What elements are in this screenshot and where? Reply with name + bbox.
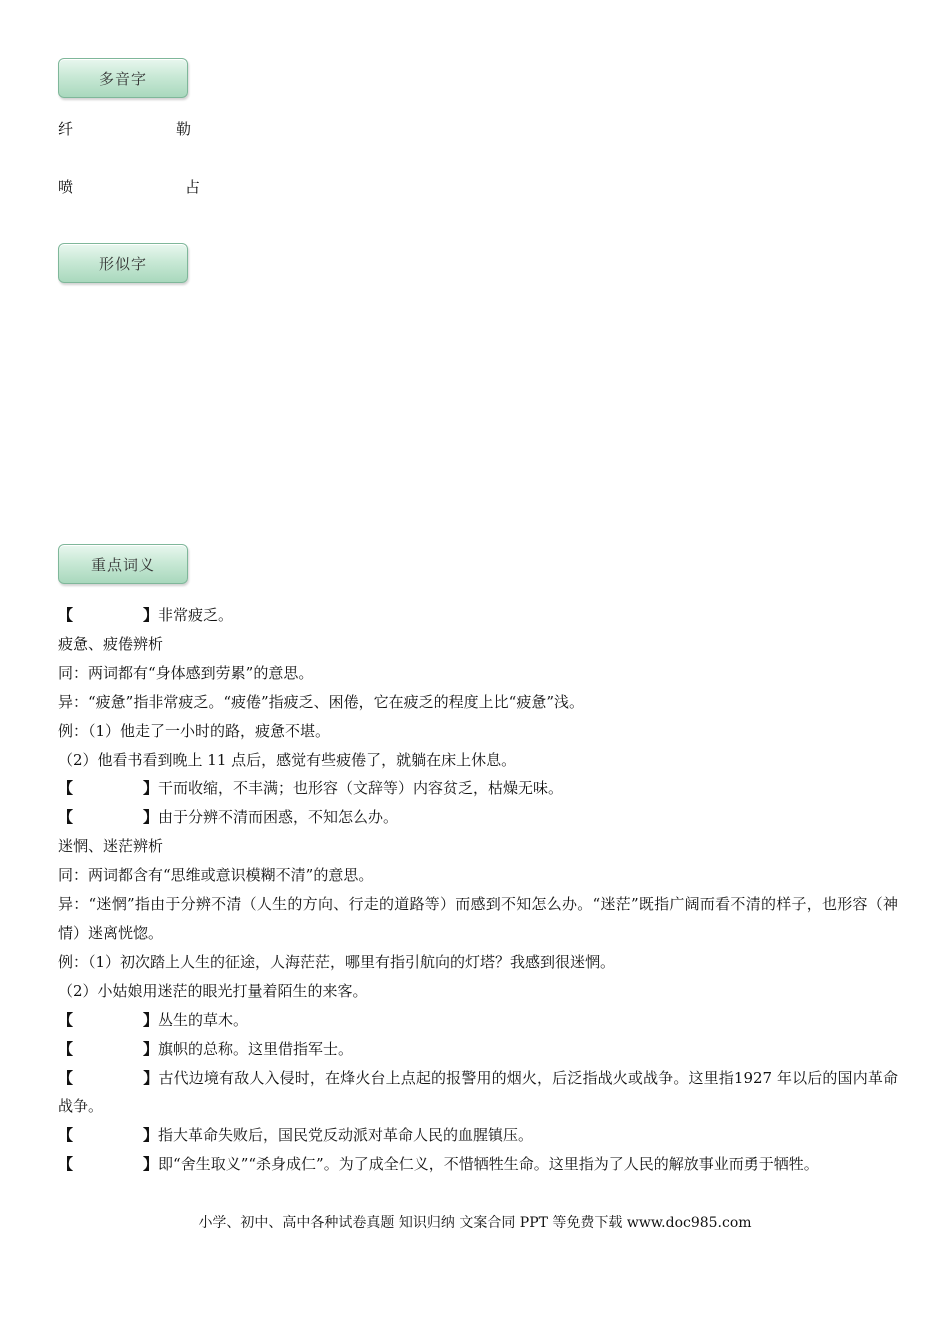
explanation-line — [58, 688, 898, 717]
bracket-close: 】 — [143, 606, 159, 624]
entry-text: 迷惘、迷茫辨析 — [58, 837, 164, 856]
entry-text: 异：“疲惫”指非常疲乏。“疲倦”指疲乏、困倦，它在疲乏的程度上比“疲惫”浅。 — [58, 692, 585, 711]
polyphone-char: 纤 — [58, 120, 74, 138]
explanation-line — [58, 717, 898, 746]
definition-entry — [58, 601, 898, 630]
bracket-open: 【 — [58, 779, 74, 798]
entry-text: 由于分辨不清而困惑，不知怎么办。 — [158, 808, 399, 827]
keyword-entries — [58, 601, 898, 1179]
definition-entry — [58, 1064, 898, 1122]
entry-text: 例：（1）他走了一小时的路，疲惫不堪。 — [58, 721, 331, 740]
entry-text: 古代边境有敌人入侵时，在烽火台上点起的报警用的烟火，后泛指战火或战争。这里指1927 年以后的国内革命战争。 — [58, 1068, 898, 1116]
explanation-line — [58, 977, 898, 1006]
bracket-open: 【 — [58, 1155, 74, 1174]
explanation-line — [58, 890, 898, 948]
blank-bracket — [58, 1040, 158, 1058]
entry-text: 异：“迷惘”指由于分辨不清（人生的方向、行走的道路等）而感到不知怎么办。“迷茫”既指广阔而看不清的样子，也形容（神情）迷离恍惚。 — [58, 895, 898, 942]
entry-text: 非常疲乏。 — [158, 606, 234, 624]
blank-bracket — [58, 808, 158, 826]
bracket-open: 【 — [58, 1126, 74, 1145]
bracket-close: 】 — [143, 808, 159, 827]
blank-bracket — [58, 1069, 158, 1087]
section-tag-polyphone: 多音字 — [58, 58, 188, 98]
explanation-line — [58, 746, 898, 775]
polyphone-char: 占 — [185, 178, 201, 196]
entry-text: （2）他看书看到晚上 11 点后，感觉有些疲倦了，就躺在床上休息。 — [58, 750, 517, 769]
blank-bracket — [58, 606, 158, 624]
explanation-line — [58, 832, 898, 861]
section-tag-similar: 形似字 — [58, 243, 188, 283]
bracket-close: 】 — [143, 1010, 159, 1029]
blank-bracket — [58, 1011, 158, 1029]
blank-bracket — [58, 1126, 158, 1144]
definition-entry — [58, 1006, 898, 1035]
entry-text: 旗帜的总称。这里借指军士。 — [158, 1039, 354, 1058]
entry-text: 例：（1）初次踏上人生的征途，人海茫茫，哪里有指引航向的灯塔？我感到很迷惘。 — [58, 952, 616, 971]
bracket-close: 】 — [143, 1155, 159, 1174]
definition-entry — [58, 803, 898, 832]
section-tag-keywords: 重点词义 — [58, 544, 188, 584]
bracket-close: 】 — [143, 1068, 159, 1087]
explanation-line — [58, 659, 898, 688]
polyphone-char: 勒 — [176, 120, 192, 138]
bracket-close: 】 — [143, 1126, 159, 1145]
definition-entry — [58, 1121, 898, 1150]
bracket-open: 【 — [58, 606, 74, 624]
definition-entry — [58, 1150, 898, 1179]
blank-bracket — [58, 779, 158, 797]
explanation-line — [58, 948, 898, 977]
entry-text: 疲惫、疲倦辨析 — [58, 634, 164, 653]
entry-text: 同：两词都有“身体感到劳累”的意思。 — [58, 663, 314, 682]
bracket-open: 【 — [58, 808, 74, 827]
explanation-line — [58, 630, 898, 659]
entry-text: 干而收缩，不丰满；也形容（文辞等）内容贫乏，枯燥无味。 — [158, 779, 564, 798]
page-footer: 小学、初中、高中各种试卷真题 知识归纳 文案合同 PPT 等免费下载 www.doc985.com — [198, 1215, 752, 1231]
entry-text: 即“舍生取义”“杀身成仁”。为了成全仁义，不惜牺牲生命。这里指为了人民的解放事业而勇于牺牲。 — [158, 1155, 819, 1174]
polyphone-char: 喷 — [58, 178, 74, 196]
bracket-close: 】 — [143, 779, 159, 798]
entry-text: （2）小姑娘用迷茫的眼光打量着陌生的来客。 — [58, 981, 368, 1000]
bracket-open: 【 — [58, 1039, 74, 1058]
entry-text: 丛生的草木。 — [158, 1010, 249, 1029]
entry-text: 指大革命失败后，国民党反动派对革命人民的血腥镇压。 — [158, 1126, 534, 1145]
definition-entry — [58, 774, 898, 803]
bracket-close: 】 — [143, 1039, 159, 1058]
entry-text: 同：两词都含有“思维或意识模糊不清”的意思。 — [58, 866, 374, 885]
bracket-open: 【 — [58, 1068, 74, 1087]
definition-entry — [58, 1035, 898, 1064]
bracket-open: 【 — [58, 1010, 74, 1029]
blank-bracket — [58, 1155, 158, 1173]
explanation-line — [58, 861, 898, 890]
